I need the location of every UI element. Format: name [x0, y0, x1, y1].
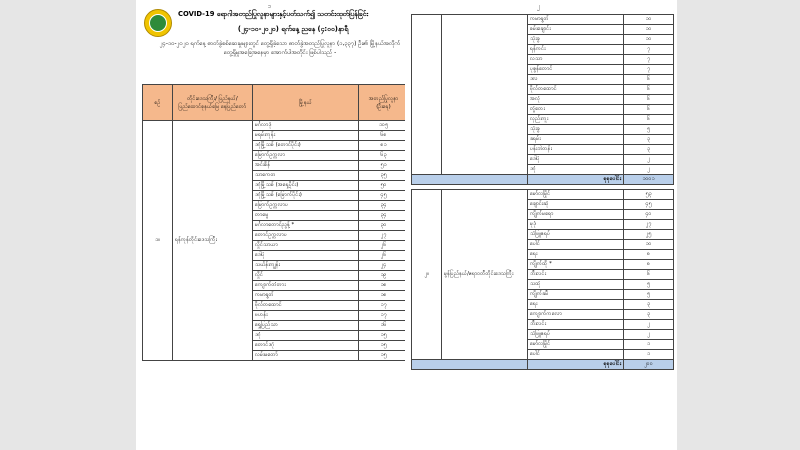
count-cell: ၂၄ [359, 261, 409, 271]
count-cell: ၂ [624, 320, 674, 330]
township-cell: သုံးခွ [528, 125, 624, 135]
region-cell-continued [442, 15, 528, 175]
township-cell: ဒလ [528, 75, 624, 85]
township-cell: သံဖြူဇရပ် [528, 330, 624, 340]
serial-cell: ၂။ [412, 190, 442, 360]
total-value: ၂၀၀ [624, 360, 674, 370]
township-cell: ကျိုက်ထို * [528, 260, 624, 270]
count-cell: ၅၀ [359, 181, 409, 191]
township-cell: မုဒုံ [528, 220, 624, 230]
township-cell: ချောင်းဆုံ [528, 200, 624, 210]
township-cell: လှိုင်သာယာ [253, 241, 359, 251]
township-cell: လသာ [528, 55, 624, 65]
count-cell: ၇ [624, 65, 674, 75]
total-label: စုစုပေါင်း [528, 175, 624, 185]
township-cell: သုံးခွ [528, 35, 624, 45]
count-cell: ၁၆ [359, 321, 409, 331]
count-cell: ၁၀ [624, 35, 674, 45]
township-cell: ကျိုက်ခမီ [528, 290, 624, 300]
count-cell: ၁၇ [359, 301, 409, 311]
count-cell: ၇ [624, 55, 674, 65]
township-cell: ပေါင် [528, 350, 624, 360]
total-label: စုစုပေါင်း [528, 360, 624, 370]
count-cell: ၂ [624, 330, 674, 340]
document-title [178, 10, 408, 34]
table-row [143, 121, 409, 131]
count-cell: ၁၈ [359, 291, 409, 301]
count-cell: ၁၅ [359, 351, 409, 361]
township-cell: လှည်းကူး [528, 115, 624, 125]
table-row [412, 15, 674, 25]
count-cell: ၁ [624, 340, 674, 350]
count-cell: ၃ [624, 135, 674, 145]
region-cell: မွန်ပြည်နယ်/ဧရာဝတီတိုင်းဒေသကြီး [442, 190, 528, 360]
header-township: မြို့နယ် [253, 85, 359, 121]
count-cell: ၁၉ [359, 271, 409, 281]
township-cell: ခရမ်း [528, 135, 624, 145]
count-cell: ၁၀ [624, 15, 674, 25]
count-cell: ၂၇ [359, 231, 409, 241]
township-cell: မြောက်ဥက္ကလာပ [253, 201, 359, 211]
count-cell: ၃ [624, 310, 674, 320]
township-cell: တာမွေ [253, 211, 359, 221]
region-cell: ရန်ကုန်တိုင်းဒေသကြီး [173, 121, 253, 361]
township-cell: ဒေါပုံ [528, 155, 624, 165]
count-cell: ၅၁ [359, 161, 409, 171]
township-cell: သထုံ [528, 280, 624, 290]
count-cell: ၃၄ [359, 211, 409, 221]
right-page [405, 0, 677, 450]
township-cell: ဗိုလ်တထောင် [528, 85, 624, 95]
count-cell: ၃၀ [359, 221, 409, 231]
township-cell: တောင်ဒဂုံ [253, 341, 359, 351]
township-cell: ပုဇွန်တောင် [528, 65, 624, 75]
township-cell: ရေး [528, 250, 624, 260]
count-cell: ၁၀ [624, 25, 674, 35]
township-cell: ကျိုက်မရော [528, 210, 624, 220]
township-cell: ဒဂုံမြို့သစ် (အရှေ့ပိုင်း) [253, 181, 359, 191]
count-cell: ၅ [624, 280, 674, 290]
count-cell: ၆၃ [359, 151, 409, 161]
count-cell: ၆ [624, 270, 674, 280]
count-cell: ၁၇ [359, 311, 409, 321]
ministry-logo-icon [144, 9, 172, 37]
count-cell: ၅ [624, 290, 674, 300]
count-cell: ၄၀ [624, 210, 674, 220]
cases-table-right [411, 14, 674, 370]
count-cell: ၅ [624, 125, 674, 135]
intro-paragraph: ၂၄-၁၀-၂၀၂၀ ရက်နေ့ ဓာတ်ခွဲစစ်ဆေးမှုများတွင် တွေ့ရှိခဲ့သော ဓာတ်ခွဲအတည်ပြုလူနာ (၁,၃၃၇) ဦး၏ မြို့နယ်အလိုက် တွေ့ရှိမှုအခြေအနေမှာ အောက်ပါအတိုင်း ဖြစ်ပါသည် - [159, 41, 401, 56]
count-cell: ၃၅ [359, 171, 409, 181]
count-cell: ၃ [624, 300, 674, 310]
count-cell: ၃၄ [359, 201, 409, 211]
count-cell: ၁၅ [359, 341, 409, 351]
township-cell: လမ်းမတော် [253, 351, 359, 361]
township-cell: ရန်ကင်း [528, 45, 624, 55]
township-cell: စမ်းချောင်း [528, 25, 624, 35]
total-row [412, 175, 674, 185]
count-cell: ၂၆ [359, 251, 409, 261]
count-cell: ၁၀၅ [359, 121, 409, 131]
township-cell: ဒဂုံမြို့သစ် (တောင်ပိုင်း) [253, 141, 359, 151]
serial-cell-continued [412, 15, 442, 175]
township-cell: ကမာရွတ် [528, 15, 624, 25]
township-cell: တောင်ဥက္ကလာပ [253, 231, 359, 241]
township-cell: သင်္ဃန်းကျွန်း [253, 261, 359, 271]
count-cell: ၆ [624, 115, 674, 125]
count-cell: ၆၈ [359, 131, 409, 141]
township-cell: ပေါင် [528, 240, 624, 250]
count-cell: ၂၇ [624, 220, 674, 230]
page-number: ၂ [537, 3, 540, 10]
township-cell: အင်းစိန် [253, 161, 359, 171]
count-cell: ၈၁ [359, 141, 409, 151]
cases-table-left [142, 84, 409, 361]
township-cell: သံဖြူဇရပ် [528, 230, 624, 240]
township-cell: ရေး [528, 300, 624, 310]
count-cell: ၆ [624, 105, 674, 115]
left-page [136, 0, 414, 450]
township-cell: ဗဟန်း [253, 311, 359, 321]
count-cell: ၂၆ [359, 241, 409, 251]
township-cell: ဘီးလင်း [528, 270, 624, 280]
township-cell: မြောက်ဥက္ကလာ [253, 151, 359, 161]
township-cell: ဒဂုံ [528, 165, 624, 175]
total-blank [412, 175, 528, 185]
township-cell: မင်္ဂလာတောင်ညွန့် * [253, 221, 359, 231]
count-cell: ၈ [624, 250, 674, 260]
township-cell: မင်္ဂလာဒုံ [253, 121, 359, 131]
township-cell: ဗိုလ်တထောင် [253, 301, 359, 311]
township-cell: ဒဂုံမြို့သစ် (မြောက်ပိုင်း) [253, 191, 359, 201]
township-cell: ပန်းဘဲတန်း [528, 145, 624, 155]
township-cell: မော်လမြိုင် [528, 190, 624, 200]
count-cell: ၇ [624, 45, 674, 55]
page-number: ၁ [268, 3, 272, 10]
township-cell: ဘီးလင်း [528, 320, 624, 330]
count-cell: ၆ [624, 85, 674, 95]
count-cell: ၆ [624, 95, 674, 105]
township-cell: တွံတေး [528, 105, 624, 115]
count-cell: ၁ [624, 350, 674, 360]
total-value: ၁၀၀၁ [624, 175, 674, 185]
table-row [412, 190, 674, 200]
serial-cell: ၁။ [143, 121, 173, 361]
count-cell: ၄၅ [624, 200, 674, 210]
township-cell: ကျောက်တံတား [253, 281, 359, 291]
count-cell: ၆ [624, 75, 674, 85]
count-cell: ၂၅ [624, 230, 674, 240]
count-cell: ၄၅ [359, 191, 409, 201]
township-cell: ဒေါပုံ [253, 251, 359, 261]
total-row [412, 360, 674, 370]
township-cell: ရွှေပြည်သာ [253, 321, 359, 331]
count-cell: ၁၅ [359, 331, 409, 341]
township-cell: အလုံ [528, 95, 624, 105]
header-region: တိုင်းဒေသကြီး/ ပြည်နယ်/ ပြည်ထောင်စုနယ်မြေ နေပြည်တော် [173, 85, 253, 121]
count-cell: ၂ [624, 165, 674, 175]
header-count: အတည်ပြုလူနာ (ဦးရေ) [359, 85, 409, 121]
township-cell: လှိုင် [253, 271, 359, 281]
township-cell: မော်လမြိုင် [528, 340, 624, 350]
title-line-1: COVID-19 ရောဂါအတည်ပြုလူနာများနှင့်ပတ်သက်၍ သတင်းထုတ်ပြန်ခြင်း [178, 10, 369, 18]
township-cell: ကမာရွတ် [253, 291, 359, 301]
header-serial: စဉ် [143, 85, 173, 121]
count-cell: ၃ [624, 145, 674, 155]
count-cell: ၁၀ [624, 240, 674, 250]
township-cell: မရမ်းကုန်း [253, 131, 359, 141]
township-cell: ဒဂုံ [253, 331, 359, 341]
township-cell: ကျောက်ကလော [528, 310, 624, 320]
township-cell: သာကေတ [253, 171, 359, 181]
count-cell: ၁၈ [359, 281, 409, 291]
count-cell: ၂ [624, 155, 674, 165]
title-line-2: (၂၄-၁၀-၂၀၂၀) ရက်နေ့ ညနေ (၄:၀၀)နာရီ [237, 25, 349, 33]
table-header-row [143, 85, 409, 121]
count-cell: ၅၃ [624, 190, 674, 200]
total-blank [412, 360, 528, 370]
count-cell: ၈ [624, 260, 674, 270]
